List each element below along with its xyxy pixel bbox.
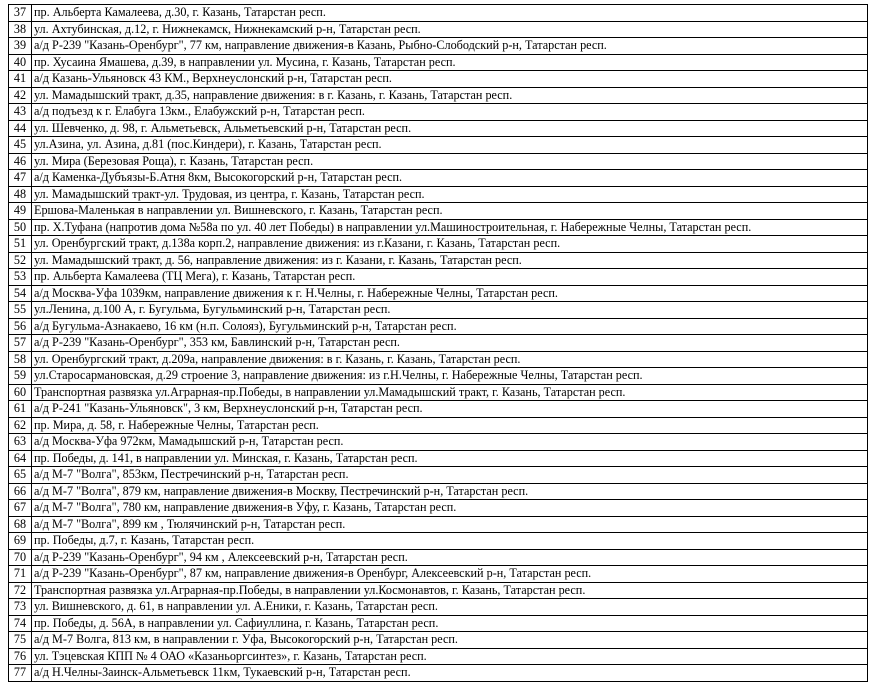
row-number: 52 — [9, 252, 32, 269]
row-number: 47 — [9, 170, 32, 187]
row-address: пр. Х.Туфана (напротив дома №58а по ул. 40 лет Победы) в направлении ул.Машиностроительная, г. Набережные Челны, Татарстан респ. — [32, 219, 868, 236]
row-address: а/д Р-239 "Казань-Оренбург", 77 км, направление движения-в Казань, Рыбно-Слободский р-н, Татарстан респ. — [32, 38, 868, 55]
table-row — [9, 153, 868, 170]
table-row — [9, 434, 868, 451]
row-address: ул. Мамадышский тракт, д.35, направление движения: в г. Казань, г. Казань, Татарстан респ. — [32, 87, 868, 104]
table-row — [9, 120, 868, 137]
table-row — [9, 632, 868, 649]
row-address: ул. Вишневского, д. 61, в направлении ул. А.Еники, г. Казань, Татарстан респ. — [32, 599, 868, 616]
address-table-body — [9, 5, 868, 682]
row-number: 58 — [9, 351, 32, 368]
table-row — [9, 71, 868, 88]
row-address: ул. Тэцевская КПП № 4 ОАО «Казаньоргсинтез», г. Казань, Татарстан респ. — [32, 648, 868, 665]
row-address: Ершова-Маленькая в направлении ул. Вишневского, г. Казань, Татарстан респ. — [32, 203, 868, 220]
row-address: а/д М-7 "Волга", 853км, Пестречинский р-н, Татарстан респ. — [32, 467, 868, 484]
row-address: а/д Н.Челны-Заинск-Альметьевск 11км, Тукаевский р-н, Татарстан респ. — [32, 665, 868, 682]
row-number: 38 — [9, 21, 32, 38]
row-address: ул. Оренбургский тракт, д.138а корп.2, направление движения: из г.Казани, г. Казань, Татарстан респ. — [32, 236, 868, 253]
row-number: 57 — [9, 335, 32, 352]
row-address: ул.Старосармановская, д.29 строение 3, направление движения: из г.Н.Челны, г. Набережные Челны, Татарстан респ. — [32, 368, 868, 385]
table-row — [9, 566, 868, 583]
row-address: а/д М-7 "Волга", 879 км, направление движения-в Москву, Пестречинский р-н, Татарстан респ. — [32, 483, 868, 500]
row-address: пр. Альберта Камалеева (ТЦ Мега), г. Казань, Татарстан респ. — [32, 269, 868, 286]
table-row — [9, 5, 868, 22]
table-row — [9, 599, 868, 616]
table-row — [9, 351, 868, 368]
row-number: 75 — [9, 632, 32, 649]
table-row — [9, 219, 868, 236]
row-address: пр. Хусаина Ямашева, д.39, в направлении ул. Мусина, г. Казань, Татарстан респ. — [32, 54, 868, 71]
row-number: 63 — [9, 434, 32, 451]
row-address: пр. Победы, д. 56А, в направлении ул. Сафиуллина, г. Казань, Татарстан респ. — [32, 615, 868, 632]
row-number: 41 — [9, 71, 32, 88]
table-row — [9, 302, 868, 319]
row-number: 61 — [9, 401, 32, 418]
row-address: а/д М-7 "Волга", 780 км, направление движения-в Уфу, г. Казань, Татарстан респ. — [32, 500, 868, 517]
row-address: ул.Ленина, д.100 А, г. Бугульма, Бугульминский р-н, Татарстан респ. — [32, 302, 868, 319]
row-number: 74 — [9, 615, 32, 632]
row-number: 44 — [9, 120, 32, 137]
row-number: 64 — [9, 450, 32, 467]
row-number: 59 — [9, 368, 32, 385]
row-number: 62 — [9, 417, 32, 434]
row-number: 66 — [9, 483, 32, 500]
row-address: ул. Мамадышский тракт-ул. Трудовая, из центра, г. Казань, Татарстан респ. — [32, 186, 868, 203]
row-address: а/д подъезд к г. Елабуга 13км., Елабужский р-н, Татарстан респ. — [32, 104, 868, 121]
row-number: 43 — [9, 104, 32, 121]
row-number: 65 — [9, 467, 32, 484]
table-row — [9, 648, 868, 665]
table-row — [9, 467, 868, 484]
row-address: а/д Москва-Уфа 972км, Мамадышский р-н, Татарстан респ. — [32, 434, 868, 451]
row-address: ул. Мамадышский тракт, д. 56, направление движения: из г. Казани, г. Казань, Татарстан респ. — [32, 252, 868, 269]
table-row — [9, 615, 868, 632]
row-address: пр. Альберта Камалеева, д.30, г. Казань, Татарстан респ. — [32, 5, 868, 22]
row-number: 76 — [9, 648, 32, 665]
table-row — [9, 549, 868, 566]
row-number: 54 — [9, 285, 32, 302]
row-address: а/д Р-239 "Казань-Оренбург", 353 км, Бавлинский р-н, Татарстан респ. — [32, 335, 868, 352]
row-number: 68 — [9, 516, 32, 533]
table-row — [9, 186, 868, 203]
row-address: а/д М-7 "Волга", 899 км , Тюлячинский р-н, Татарстан респ. — [32, 516, 868, 533]
table-row — [9, 665, 868, 682]
row-number: 48 — [9, 186, 32, 203]
table-row — [9, 318, 868, 335]
row-address: а/д Р-241 "Казань-Ульяновск", 3 км, Верхнеуслонский р-н, Татарстан респ. — [32, 401, 868, 418]
row-address: ул. Оренбургский тракт, д.209а, направление движения: в г. Казань, г. Казань, Татарстан респ. — [32, 351, 868, 368]
row-number: 53 — [9, 269, 32, 286]
row-address: а/д Р-239 "Казань-Оренбург", 87 км, направление движения-в Оренбург, Алексеевский р-н, Татарстан респ. — [32, 566, 868, 583]
row-number: 77 — [9, 665, 32, 682]
row-address: а/д Бугульма-Азнакаево, 16 км (н.п. Солояз), Бугульминский р-н, Татарстан респ. — [32, 318, 868, 335]
table-row — [9, 533, 868, 550]
row-address: Транспортная развязка ул.Аграрная-пр.Победы, в направлении ул.Космонавтов, г. Казань, Татарстан респ. — [32, 582, 868, 599]
table-row — [9, 384, 868, 401]
table-row — [9, 236, 868, 253]
table-row — [9, 269, 868, 286]
table-row — [9, 104, 868, 121]
row-address: пр. Победы, д.7, г. Казань, Татарстан респ. — [32, 533, 868, 550]
table-row — [9, 203, 868, 220]
table-row — [9, 285, 868, 302]
address-table — [8, 4, 868, 682]
row-address: ул. Мира (Березовая Роща), г. Казань, Татарстан респ. — [32, 153, 868, 170]
table-row — [9, 401, 868, 418]
table-row — [9, 335, 868, 352]
row-number: 67 — [9, 500, 32, 517]
table-row — [9, 38, 868, 55]
table-row — [9, 417, 868, 434]
row-address: а/д Р-239 "Казань-Оренбург", 94 км , Алексеевский р-н, Татарстан респ. — [32, 549, 868, 566]
table-row — [9, 252, 868, 269]
row-number: 39 — [9, 38, 32, 55]
row-number: 70 — [9, 549, 32, 566]
row-number: 37 — [9, 5, 32, 22]
table-row — [9, 87, 868, 104]
row-address: а/д Казань-Ульяновск 43 КМ., Верхнеуслонский р-н, Татарстан респ. — [32, 71, 868, 88]
row-address: пр. Мира, д. 58, г. Набережные Челны, Татарстан респ. — [32, 417, 868, 434]
row-number: 60 — [9, 384, 32, 401]
row-number: 71 — [9, 566, 32, 583]
table-row — [9, 582, 868, 599]
row-number: 46 — [9, 153, 32, 170]
table-row — [9, 368, 868, 385]
table-row — [9, 21, 868, 38]
row-address: ул. Шевченко, д. 98, г. Альметьевск, Альметьевский р-н, Татарстан респ. — [32, 120, 868, 137]
row-address: а/д Москва-Уфа 1039км, направление движения к г. Н.Челны, г. Набережные Челны, Татарстан респ. — [32, 285, 868, 302]
row-number: 45 — [9, 137, 32, 154]
table-row — [9, 137, 868, 154]
row-number: 50 — [9, 219, 32, 236]
row-address: а/д М-7 Волга, 813 км, в направлении г. Уфа, Высокогорский р-н, Татарстан респ. — [32, 632, 868, 649]
row-number: 42 — [9, 87, 32, 104]
row-address: Транспортная развязка ул.Аграрная-пр.Победы, в направлении ул.Мамадышский тракт, г. Казань, Татарстан респ. — [32, 384, 868, 401]
table-row — [9, 170, 868, 187]
row-address: ул. Ахтубинская, д.12, г. Нижнекамск, Нижнекамский р-н, Татарстан респ. — [32, 21, 868, 38]
table-row — [9, 500, 868, 517]
row-number: 49 — [9, 203, 32, 220]
row-number: 51 — [9, 236, 32, 253]
table-row — [9, 516, 868, 533]
table-row — [9, 54, 868, 71]
row-number: 73 — [9, 599, 32, 616]
row-address: ул.Азина, ул. Азина, д.81 (пос.Киндери), г. Казань, Татарстан респ. — [32, 137, 868, 154]
row-number: 40 — [9, 54, 32, 71]
address-table-document — [8, 4, 868, 682]
row-number: 69 — [9, 533, 32, 550]
row-number: 55 — [9, 302, 32, 319]
row-address: а/д Каменка-Дубъязы-Б.Атня 8км, Высокогорский р-н, Татарстан респ. — [32, 170, 868, 187]
table-row — [9, 483, 868, 500]
row-address: пр. Победы, д. 141, в направлении ул. Минская, г. Казань, Татарстан респ. — [32, 450, 868, 467]
table-row — [9, 450, 868, 467]
row-number: 56 — [9, 318, 32, 335]
row-number: 72 — [9, 582, 32, 599]
